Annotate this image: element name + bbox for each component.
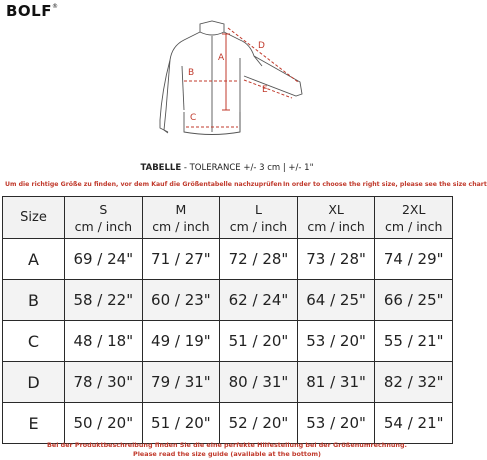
note-german: Um die richtige Größe zu finden, vor dem Kauf die Größentabelle nachzuprüfen [5, 181, 282, 188]
table-row [3, 403, 453, 444]
table-cell: 52 / 20" [220, 403, 298, 444]
size-table-title [0, 163, 454, 173]
table-cell: 74 / 29" [375, 239, 453, 280]
unit-label: cm / inch [307, 218, 365, 234]
unit-label: cm / inch [152, 218, 210, 234]
table-cell: 54 / 21" [375, 403, 453, 444]
table-row [3, 362, 453, 403]
title-bold: TABELLE [140, 163, 182, 173]
note-english: In order to choose the right size, please see the size chart [283, 181, 487, 188]
table-row [3, 321, 453, 362]
unit-label: cm / inch [229, 218, 288, 234]
size-name: L [255, 201, 262, 217]
table-cell: 58 / 22" [65, 280, 143, 321]
row-label: B [3, 280, 65, 321]
size-header-m [142, 197, 220, 239]
unit-label: cm / inch [74, 218, 132, 234]
size-header-l [220, 197, 298, 239]
label-d: D [258, 41, 265, 51]
measurement-lines [184, 28, 298, 127]
jacket-outline [160, 21, 302, 135]
table-cell: 82 / 32" [375, 362, 453, 403]
size-name: S [99, 201, 108, 217]
table-cell: 53 / 20" [297, 403, 375, 444]
title-tolerance: - TOLERANCE +/- 3 cm | +/- 1" [181, 163, 314, 173]
footer-note-german: Bei der Produktbeschreibung finden Sie die eine perfekte Hilfestellung bei der Größenumrechnung. [47, 441, 407, 449]
row-label: E [3, 403, 65, 444]
footer-note-english: Please read the size guide (available at the bottom) [133, 450, 321, 458]
table-cell: 60 / 23" [142, 280, 220, 321]
table-cell: 72 / 28" [220, 239, 298, 280]
table-cell: 79 / 31" [142, 362, 220, 403]
size-table [2, 196, 453, 444]
table-cell: 53 / 20" [297, 321, 375, 362]
label-c: C [190, 113, 197, 123]
table-cell: 81 / 31" [297, 362, 375, 403]
table-cell: 80 / 31" [220, 362, 298, 403]
table-cell: 50 / 20" [65, 403, 143, 444]
row-label: C [3, 321, 65, 362]
size-name: XL [328, 201, 344, 217]
size-name: M [175, 201, 187, 217]
table-cell: 49 / 19" [142, 321, 220, 362]
size-column-header: Size [3, 197, 65, 239]
row-label: D [3, 362, 65, 403]
row-label: A [3, 239, 65, 280]
measurement-labels [188, 41, 268, 123]
size-header-s [65, 197, 143, 239]
label-b: B [188, 68, 195, 78]
size-header-row [3, 197, 453, 239]
unit-label: cm / inch [384, 218, 443, 234]
table-cell: 71 / 27" [142, 239, 220, 280]
size-header-xl [297, 197, 375, 239]
size-name: 2XL [401, 201, 426, 217]
label-e: E [262, 85, 268, 95]
table-cell: 78 / 30" [65, 362, 143, 403]
jacket-measurement-diagram [0, 0, 454, 160]
size-header-2xl [375, 197, 453, 239]
table-cell: 73 / 28" [297, 239, 375, 280]
table-row [3, 280, 453, 321]
table-cell: 66 / 25" [375, 280, 453, 321]
table-row [3, 239, 453, 280]
table-cell: 64 / 25" [297, 280, 375, 321]
table-cell: 48 / 18" [65, 321, 143, 362]
brand-name: BOLF [6, 2, 52, 20]
registered-mark: ® [52, 3, 59, 10]
table-cell: 51 / 20" [142, 403, 220, 444]
table-cell: 62 / 24" [220, 280, 298, 321]
table-cell: 55 / 21" [375, 321, 453, 362]
table-cell: 69 / 24" [65, 239, 143, 280]
table-cell: 51 / 20" [220, 321, 298, 362]
label-a: A [218, 53, 225, 63]
